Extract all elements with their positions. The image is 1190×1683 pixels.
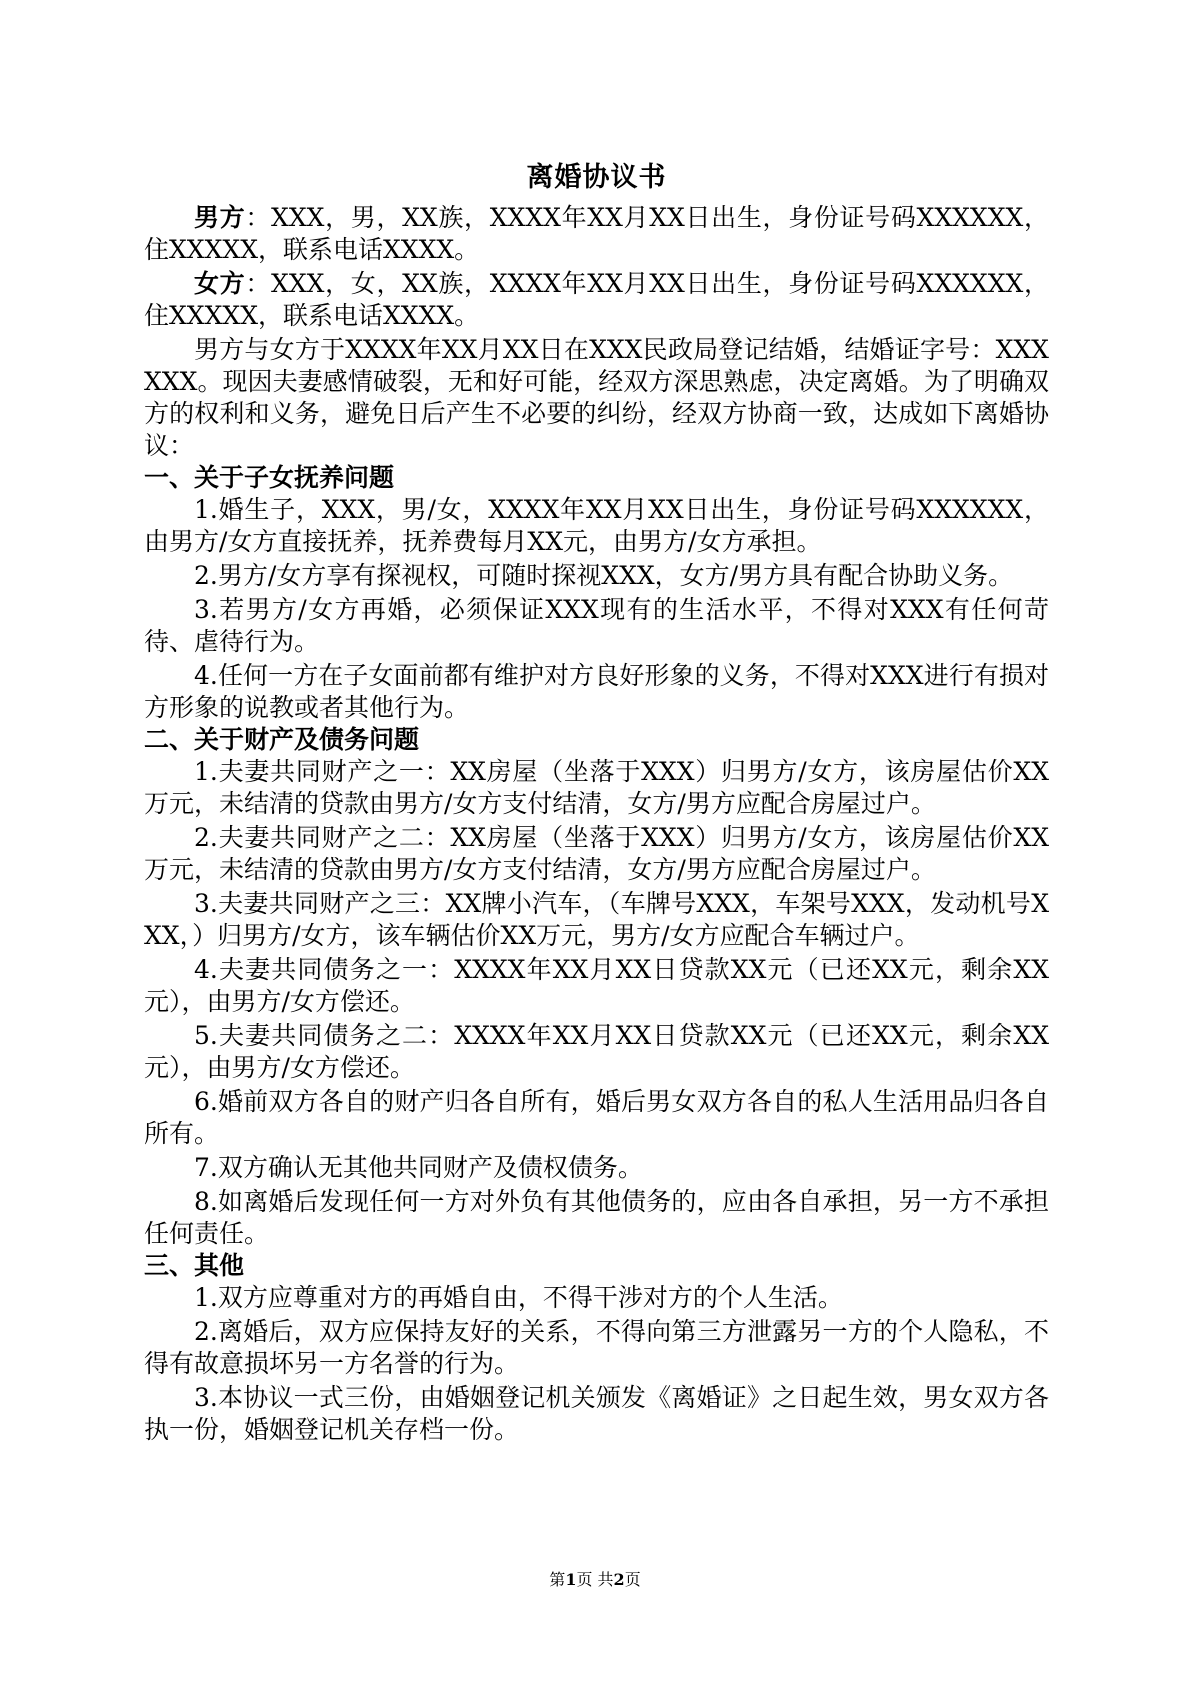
footer-total-pages: 2 [613,1570,625,1589]
section-heading-2: 二、关于财产及债务问题 [144,725,420,754]
party-female-text: ：XXX，女，XX族，XXXX年XX月XX日出生，身份证号码XXXXXX，住XXXXX，联系电话XXXX。 [144,269,1049,330]
section-2-item-1: 1.夫妻共同财产之一：XX房屋（坐落于XXX）归男方/女方，该房屋估价XX万元，未结清的贷款由男方/女方支付结清，女方/男方应配合房屋过户。 [144,757,1049,818]
footer-middle: 页 共 [576,1570,614,1589]
section-2-item-6: 6.婚前双方各自的财产归各自所有，婚后男女双方各自的私人生活用品归各自所有。 [144,1087,1049,1148]
section-2-item-5: 5.夫妻共同债务之二：XXXX年XX月XX日贷款XX元（已还XX元，剩余XX元），由男方/女方偿还。 [144,1021,1049,1082]
section-2-item-8: 8.如离婚后发现任何一方对外负有其他债务的，应由各自承担，另一方不承担任何责任。 [144,1187,1049,1248]
section-3-item-3: 3.本协议一式三份，由婚姻登记机关颁发《离婚证》之日起生效，男女双方各执一份，婚姻登记机关存档一份。 [144,1383,1049,1444]
footer-suffix: 页 [624,1570,641,1589]
party-male [144,202,1049,266]
section-2-item-2: 2.夫妻共同财产之二：XX房屋（坐落于XXX）归男方/女方，该房屋估价XX万元，未结清的贷款由男方/女方支付结清，女方/男方应配合房屋过户。 [144,823,1049,884]
section-1-item-4: 4.任何一方在子女面前都有维护对方良好形象的义务，不得对XXX进行有损对方形象的说教或者其他行为。 [144,661,1049,722]
section-heading-1: 一、关于子女抚养问题 [144,463,395,492]
section-2-item-3: 3.夫妻共同财产之三：XX牌小汽车，（车牌号XXX，车架号XXX，发动机号XXX，）归男方/女方，该车辆估价XX万元，男方/女方应配合车辆过户。 [144,889,1049,950]
page-number-footer [0,1570,1190,1590]
party-male-text: ：XXX，男，XX族，XXXX年XX月XX日出生，身份证号码XXXXXX，住XXXXX，联系电话XXXX。 [144,203,1049,264]
party-male-label: 男方 [194,203,246,232]
section-3-item-2: 2.离婚后，双方应保持友好的关系，不得向第三方泄露另一方的个人隐私，不得有故意损坏另一方名誉的行为。 [144,1317,1049,1378]
document-title: 离婚协议书 [526,162,667,193]
footer-prefix: 第 [549,1570,566,1589]
section-3-item-1: 1.双方应尊重对方的再婚自由，不得干涉对方的个人生活。 [194,1283,843,1312]
section-heading-3: 三、其他 [144,1251,245,1280]
section-2-item-4: 4.夫妻共同债务之一：XXXX年XX月XX日贷款XX元（已还XX元，剩余XX元），由男方/女方偿还。 [144,955,1049,1016]
party-female [144,268,1049,332]
section-2-item-7: 7.双方确认无其他共同财产及债权债务。 [194,1153,643,1182]
document-page [144,160,1049,1446]
section-1-item-3: 3.若男方/女方再婚，必须保证XXX现有的生活水平，不得对XXX有任何苛待、虐待行为。 [144,595,1049,656]
section-1-item-1: 1.婚生子，XXX，男/女，XXXX年XX月XX日出生，身份证号码XXXXXX，由男方/女方直接抚养，抚养费每月XX元，由男方/女方承担。 [144,495,1049,556]
party-female-label: 女方 [194,269,246,298]
intro-paragraph: 男方与女方于XXXX年XX月XX日在XXX民政局登记结婚，结婚证字号：XXXXXX。现因夫妻感情破裂，无和好可能，经双方深思熟虑，决定离婚。为了明确双方的权利和义务，避免日后产生不必要的纠纷，经双方协商一致，达成如下离婚协议： [144,335,1049,460]
section-1-item-2: 2.男方/女方享有探视权，可随时探视XXX，女方/男方具有配合协助义务。 [194,561,1014,590]
footer-current-page: 1 [565,1570,577,1589]
